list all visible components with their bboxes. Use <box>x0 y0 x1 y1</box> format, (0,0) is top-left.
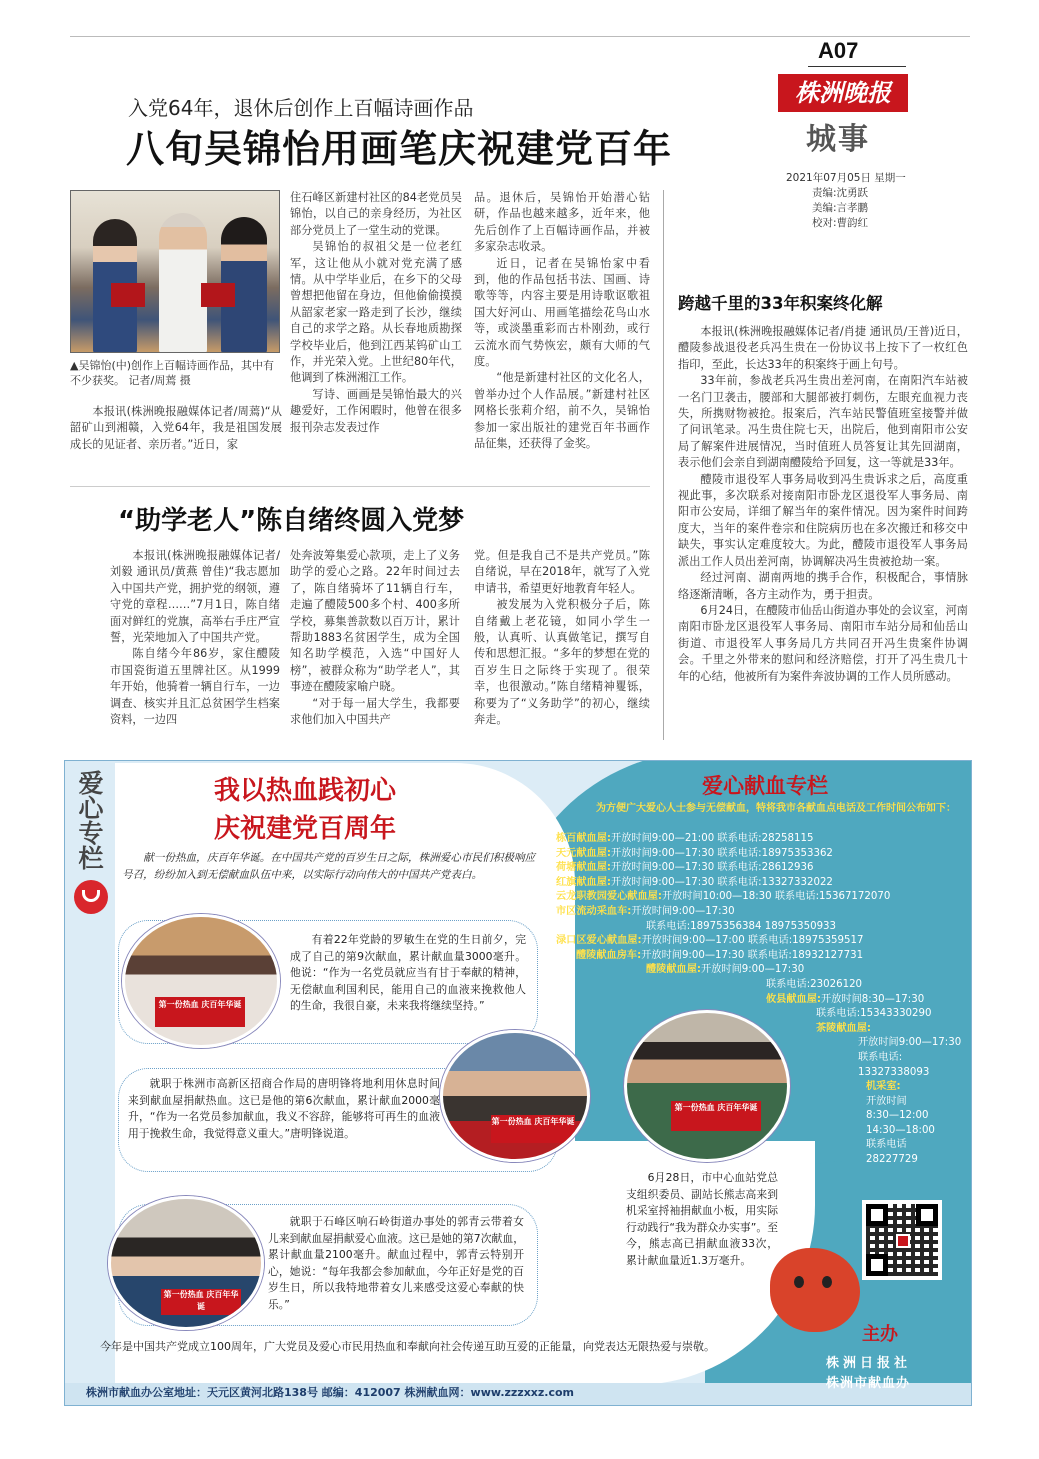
lab-phone: 28227729 <box>866 1153 918 1165</box>
story3-text: 就职于石峰区响石岭街道办事处的郭青云带着女儿来到献血屋捐献爱心血液。这已是她的第7次献血，累计献血量2100毫升。献血过程中，郭青云特别开心，她说：“每年我都会参加献血，今年正好是党的百岁生日，所以我特地带着女儿来感受这爱心奉献的快乐。” <box>268 1215 524 1311</box>
editor-credit: 责编:沈勇跃 <box>812 187 869 199</box>
station-row: 市区流动采血车:开放时间9:00—17:30 <box>556 905 735 917</box>
article1-headline: 八旬吴锦怡用画笔庆祝建党百年 <box>126 127 673 171</box>
story2-banner: 第一份热血 庆百年华诞 <box>491 1115 575 1143</box>
article2-body <box>678 324 968 734</box>
article1-col2-p2: 吴锦怡的叔祖父是一位老红军，这让他从小就对党充满了感情。从中学毕业后，在乡下的父母曾想把他留在身边，但他偷偷摸摸从韶家老家一路走到了长沙，继续自己的求学之路。从长春地质勘探学校毕业后，他到江西某钨矿山工作，并光荣入党。上世纪80年代，他调到了株洲湘江工作。 <box>290 240 462 385</box>
story2-text: 就职于株洲市高新区招商合作局的唐明锋将地利用休息时间来到献血屋捐献热血。这已是他的第6次献血，累计献血2000毫升，“作为一名党员参加献血，我义不容辞，能够将可再生的血液用于挽救生命，我觉得意义重大。”唐明锋说道。 <box>128 1077 440 1140</box>
ad-footer: 株洲市献血办公室地址：天元区黄河北路138号 邮编：412007 株洲献血网：www.zzzxxz.com <box>86 1386 575 1399</box>
article3-col2-p2: “对于每一届大学生，我都要求他们加入中国共产 <box>290 696 460 727</box>
article1-kicker: 入党64年，退休后创作上百幅诗画作品 <box>128 96 474 120</box>
article2-p5: 6月24日，在醴陵市仙岳山街道办事处的会议室，河南南阳市卧龙区退役军人事务局、南阳市车站分局和仙岳山街道、市退役军人事务局几方共同召开冯生贵案件协调会。千里之外带来的慰问和经济赔偿，打开了冯生贵几十年的心结，他被所有为案件奔波协调的工作人员所感动。 <box>678 603 968 683</box>
ad-title-line2: 庆祝建党百周年 <box>214 814 397 844</box>
ad-side-title: 爱心专栏 <box>75 770 104 870</box>
station-row: 红旗献血屋:开放时间9:00—17:30 联系电话:13327332022 <box>556 876 833 888</box>
article1-column3 <box>474 190 650 480</box>
article3-top-rule <box>70 486 650 487</box>
smile-badge-icon <box>74 880 108 914</box>
station-row: 联系电话:23026120 <box>766 978 863 990</box>
ad-title-line1: 我以热血践初心 <box>214 776 397 806</box>
station-row: 联系电话: <box>858 1051 903 1063</box>
story1-photo <box>122 914 280 1048</box>
page-number: A07 <box>818 38 859 63</box>
station-row: 醴陵献血屋:开放时间9:00—17:30 <box>646 964 805 976</box>
blood-drop-mascot-icon <box>770 1248 860 1332</box>
station-row: 荷塘献血屋:开放时间9:00—17:30 联系电话:28612936 <box>556 862 814 874</box>
station-row: 开放时间9:00—17:30 <box>858 1037 962 1049</box>
article3-col1-p2: 陈自绪今年86岁，家住醴陵市国瓷街道五里牌社区。从1999年开始，他骑着一辆自行车，一边调查、核实并且汇总贫困学生档案资料，一边四 <box>110 647 280 727</box>
photo-certificate-right <box>201 283 235 307</box>
article3-col3-p2: 被发展为入党积极分子后，陈自绪戴上老花镜，如同小学生一般，认真听、认真做笔记，撰写自传和思想汇报。“多年的梦想在党的百岁生日之际终于实现了。很荣幸，也很激动。”陈自绪精神矍铄，称要为了“义务助学”的初心，继续奔走。 <box>474 598 650 727</box>
section-name: 城事 <box>806 122 870 157</box>
article3-column2 <box>290 548 460 732</box>
article3-col1-p1: 本报讯(株洲晚报融媒体记者/刘毅 通讯员/黄燕 曾佳)“我志愿加入中国共产党，拥护党的纲领，遵守党的章程……”7月1日，陈自绪面对鲜红的党旗，高举右手庄严宣誓，光荣地加入了中国共产党。 <box>110 549 280 645</box>
lab-info <box>866 1080 966 1168</box>
article1-column1 <box>70 404 282 470</box>
ad-intro: 献一份热血，庆百年华诞。在中国共产党的百岁生日之际，株洲爱心市民们积极响应号召，纷纷加入到无偿献血队伍中来，以实际行动向伟大的中国共产党表白。 <box>122 852 536 881</box>
article2-p3: 醴陵市退役军人事务局收到冯生贵诉求之后，高度重视此事，多次联系对接南阳市卧龙区退役军人事务局、南阳市公安局，详细了解当年的案件情况。因为案件时间跨度大，当年的案件卷宗和住院病历也在多次搬迁和移交中缺失，事实认定难度较大。为此，醴陵市退役军人事务局派出工作人员出差河南，协调解决冯生贵被抢劫一案。 <box>678 472 968 568</box>
station-row: 联系电话:15343330290 <box>816 1008 932 1020</box>
station-row: 天元献血屋:开放时间9:00—17:30 联系电话:18975353362 <box>556 847 833 859</box>
station-row: 醴陵献血房车:开放时间9:00—17:30 联系电话:18932127731 <box>576 949 864 961</box>
station-row: 渌口区爱心献血屋:开放时间9:00—17:00 联系电话:18975359517 <box>556 935 864 947</box>
article1-col3-p1: 品。退休后，吴锦怡开始潜心钻研，作品也越来越多，近年来，他先后创作了上百幅诗画作品，并被多家杂志收录。 <box>474 191 650 254</box>
station-row: 栋百献血屋:开放时间9:00—21:00 联系电话:28258115 <box>556 833 814 844</box>
article1-photo-caption: ▲吴锦怡(中)创作上百幅诗画作品，其中有不少获奖。 记者/周蔫 摄 <box>70 359 275 387</box>
article3-column1 <box>110 548 280 732</box>
lab-name: 机采室: <box>866 1081 901 1092</box>
lab-hours1: 8:30—12:00 <box>866 1110 929 1122</box>
column-divider <box>663 190 664 740</box>
article1-col2-p1: 住石峰区新建村社区的84老党员吴锦怡，以自己的亲身经历，为社区部分党员上了一堂生动的党课。 <box>290 191 462 237</box>
story4-banner: 第一份热血 庆百年华诞 <box>671 1101 761 1131</box>
article1-col3-p3: “他是新建村社区的文化名人，曾举办过个人作品展。”新建村社区网格长张莉介绍，前不久，吴锦怡参加一家出版社的建党百年书画作品征集，还获得了金奖。 <box>474 371 650 451</box>
story3-banner: 第一份热血 庆百年华诞 <box>161 1289 241 1315</box>
photo-certificate-left <box>111 283 145 307</box>
article1-col3-p2: 近日，记者在吴锦怡家中看到，他的作品包括书法、国画、诗歌等等，内容主要是用诗歌讴歌祖国大好河山、用画笔描绘花鸟山水等，或淡墨重彩而古朴刚劲，或行云流水而气势恢宏，颇有大师的气度。 <box>474 256 650 369</box>
issue-date: 2021年07月05日 星期一 <box>786 172 906 184</box>
station-list <box>556 832 966 1080</box>
article2-p1: 本报讯(株洲晚报融媒体记者/肖捷 通讯员/王普)近日，醴陵参战退役老兵冯生贵在一份协议书上按下了一枚红色指印，至此，长达33年的积案终于画上句号。 <box>678 325 968 371</box>
proofreader-credit: 校对:曹韵红 <box>812 217 869 229</box>
station-row: 13327338093 <box>858 1066 930 1078</box>
qr-code-icon <box>862 1200 942 1280</box>
story3-photo <box>108 1196 264 1330</box>
article2-headline: 跨越千里的33年积案终化解 <box>678 294 883 313</box>
station-row: 联系电话:18975356384 18975350933 <box>646 920 837 932</box>
lab-hours2: 14:30—18:00 <box>866 1124 935 1136</box>
lab-hours-label: 开放时间 <box>866 1095 907 1107</box>
article3-column3 <box>474 548 650 732</box>
article1-col1-text: 本报讯(株洲晚报融媒体记者/周蔫)“从韶矿山到湘赣，入党64年，我是祖国发展成长的见证者、亲历者。”近日，家 <box>70 405 282 451</box>
article1-column2 <box>290 190 462 480</box>
lab-phone-label: 联系电话 <box>866 1139 907 1151</box>
story1-banner: 第一份热血 庆百年华诞 <box>155 997 245 1027</box>
host-2: 株洲市献血办 <box>826 1376 911 1391</box>
article3-col3-p1: 党。但是我自己不是共产党员。”陈自绪说，早在2018年，就写了入党申请书，希望更好地教育年轻人。 <box>474 549 650 595</box>
photo-person-center <box>159 213 207 353</box>
story1-text: 有着22年党龄的罗敏生在党的生日前夕，完成了自己的第9次献血，累计献血量3000毫升。他说：“作为一名党员就应当有甘于奉献的精神，无偿献血利国利民，能用自己的血液来挽救他人的生命，我很自豪，未来我将继续坚持。” <box>290 933 526 1013</box>
article2-p4: 经过河南、湖南两地的携手合作，积极配合，事情脉络逐渐清晰，各方主动作为，勇于担责。 <box>678 571 968 601</box>
station-row: 云龙职教园爱心献血屋:开放时间10:00—18:30 联系电话:15367172070 <box>556 891 891 903</box>
station-row: 攸县献血屋:开放时间8:30—17:30 <box>766 993 925 1005</box>
article1-col2-p3: 写诗、画画是吴锦怡最大的兴趣爱好，工作闲暇时，他曾在很多报刊杂志发表过作 <box>290 387 462 434</box>
article1-photo <box>70 190 280 353</box>
host-1: 株洲日报社 <box>826 1356 912 1371</box>
article2-p2: 33年前，参战老兵冯生贵出差河南，在南阳汽车站被一名门卫袭击，腰部和大腿部被打刺伤，左眼充血视力丧失，所携财物被抢。报案后，汽车站民警值班室接警并做了问讯笔录。冯生贵住院七天，出院后，他到南阳市公安局了解案件进展情况，当时值班人员答复让其先回湖南，表示他们会亲自到湖南醴陵给予回复，这一等就是33年。 <box>678 374 968 470</box>
blood-column-intro: 为方便广大爱心人士参与无偿献血，特将我市各献血点电话及工作时间公布如下： <box>596 803 956 814</box>
host-label: 主办 <box>862 1324 898 1345</box>
page-number-underline <box>808 66 906 67</box>
station-row: 茶陵献血屋: <box>816 1022 872 1034</box>
top-rule <box>70 36 970 37</box>
designer-credit: 美编:言孝鹏 <box>812 202 869 214</box>
article3-headline: “助学老人”陈自绪终圆入党梦 <box>118 506 465 536</box>
blood-column-title: 爱心献血专栏 <box>702 773 828 798</box>
paper-logo: 株洲晚报 <box>778 74 908 112</box>
ad-closing: 今年是中国共产党成立100周年，广大党员及爱心市民用热血和奉献向社会传递互助互爱的正能量，向党表达无限热爱与崇敬。 <box>100 1340 715 1353</box>
story4-text: 6月28日，市中心血站党总支组织委员、副站长熊志高来到机采室捋袖捐献血小板，用实际行动践行“我为群众办实事”。至今，熊志高已捐献血液33次，累计献血量近1.3万毫升。 <box>626 1171 778 1267</box>
article3-col2-p1: 处奔波筹集爱心款项，走上了义务助学的爱心之路。22年时间过去了，陈自绪骑坏了11辆自行车，走遍了醴陵500多个村、400多所学校，募集善款数以百万计，累计帮助1883名贫困学生，成为全国知名助学模范，入选“中国好人榜”，被群众称为“助学老人”，其事迹在醴陵家喻户晓。 <box>290 549 460 694</box>
